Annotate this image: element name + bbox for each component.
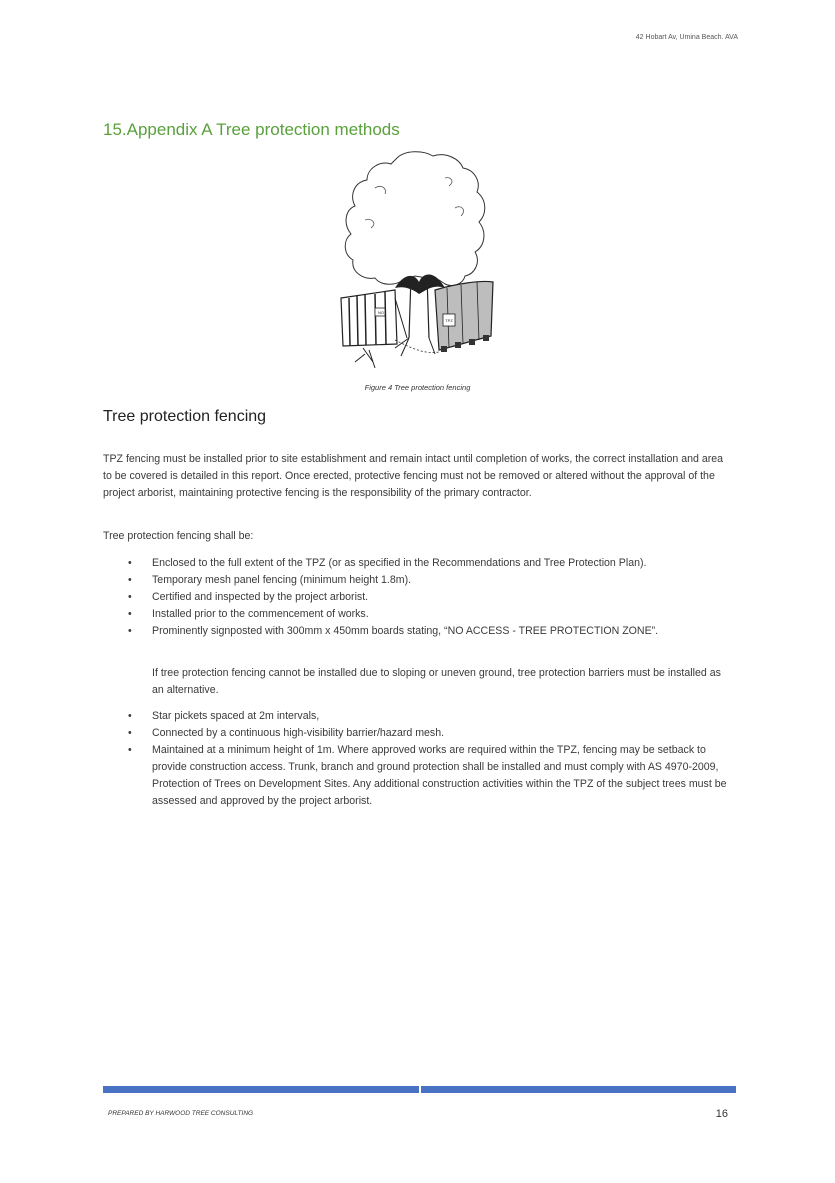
tree-fence-illustration bbox=[335, 148, 500, 373]
bullet-symbol: • bbox=[128, 608, 132, 620]
list-item: • Prominently signposted with 300mm x 450mm boards stating, “NO ACCESS - TREE PROTECTION ZONE”. bbox=[103, 623, 733, 640]
tree-canopy bbox=[345, 152, 485, 286]
section-title: 15.Appendix A Tree protection methods bbox=[103, 120, 400, 139]
bullet-symbol: • bbox=[128, 727, 132, 739]
lead-paragraph: Tree protection fencing shall be: bbox=[103, 530, 254, 542]
subsection-title: Tree protection fencing bbox=[103, 408, 267, 425]
fence-sign-text-left: NO bbox=[378, 310, 384, 315]
alternative-paragraph: If tree protection fencing cannot be installed due to sloping or uneven ground, tree protection barriers must be installed as an alternative. bbox=[152, 667, 721, 696]
bullet-symbol: • bbox=[128, 557, 132, 569]
intro-paragraph: TPZ fencing must be installed prior to site establishment and remain intact until completion of works, the correct installation and area to be covered is detailed in this report. Once erected, protective fencing must not be removed or altered without the approval of the project arborist, maintaining protective fencing is the responsibility of the primary contractor. bbox=[103, 453, 724, 499]
requirements-list-b bbox=[103, 708, 733, 810]
requirements-list-a bbox=[103, 555, 733, 640]
page-number: 16 bbox=[715, 1108, 728, 1120]
left-mesh-fence bbox=[341, 290, 407, 346]
list-item: • Enclosed to the full extent of the TPZ (or as specified in the Recommendations and Tree Protection Plan). bbox=[103, 555, 733, 572]
list-item: • Temporary mesh panel fencing (minimum height 1.8m). bbox=[103, 572, 733, 589]
list-item: • Certified and inspected by the project arborist. bbox=[103, 589, 733, 606]
list-item: • Installed prior to the commencement of works. bbox=[103, 606, 733, 623]
tree-protection-fencing-figure bbox=[335, 148, 500, 373]
bullet-symbol: • bbox=[128, 591, 132, 603]
header-address: 42 Hobart Av, Umina Beach. AVA bbox=[635, 34, 738, 41]
list-item: • Connected by a continuous high-visibility barrier/hazard mesh. bbox=[103, 725, 733, 742]
list-item: • Star pickets spaced at 2m intervals, bbox=[103, 708, 733, 725]
bullet-symbol: • bbox=[128, 710, 132, 722]
bullet-symbol: • bbox=[128, 625, 132, 637]
bullet-symbol: • bbox=[128, 744, 132, 756]
footer-prepared-by: PREPARED BY HARWOOD TREE CONSULTING bbox=[108, 1110, 254, 1117]
footer-bar-left bbox=[103, 1086, 419, 1093]
bullet-symbol: • bbox=[128, 574, 132, 586]
list-item: • Maintained at a minimum height of 1m. Where approved works are required within the TPZ, fencing may be setback to provide construction access. Trunk, branch and ground protection shall be installed and must comply with AS 4970-2009, Protection of Trees on Development Sites. Any additional construction activities within the TPZ of the subject trees must be assessed and approved by the project arborist. bbox=[128, 744, 727, 807]
figure-caption: Figure 4 Tree protection fencing bbox=[364, 383, 471, 392]
fence-sign-text: TPZ bbox=[445, 318, 453, 323]
footer-bar-right bbox=[421, 1086, 736, 1093]
